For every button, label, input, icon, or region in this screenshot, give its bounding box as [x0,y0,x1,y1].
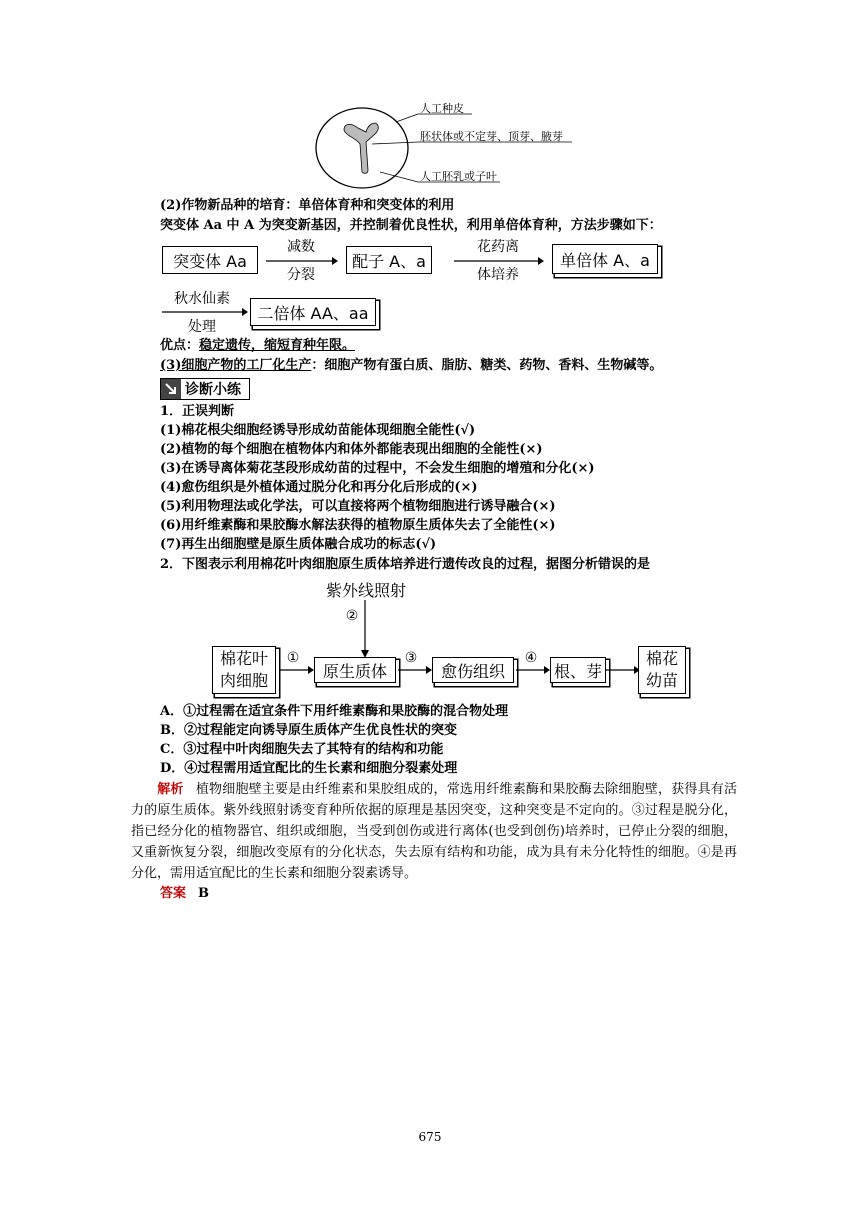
artificial-seed-diagram [310,100,590,192]
q1-item-3: (3)在诱导离体菊花茎段形成幼苗的过程中，不会发生细胞的增殖和分化(×) [160,461,595,476]
q1-item-2: (2)植物的每个细胞在植物体内和体外都能表现出细胞的全能性(×) [160,442,543,457]
flow2-arrow4 [516,665,550,675]
q1-item-6: (6)用纤维素酶和果胶酶水解法获得的植物原生质体失去了全能性(×) [160,518,556,533]
flow2-step2-label: ② [345,608,359,624]
flow2-arrow3 [398,665,432,675]
q1-title: 1．正误判断 [160,404,235,419]
answer-value: B [198,886,210,901]
flow2-box-root-bud: 根、芽 [550,657,606,683]
answer-line [160,884,209,903]
page-number: 675 [418,1130,442,1144]
flow2-top-label: 紫外线照射 [325,581,406,600]
analysis-paragraph [131,779,737,884]
line-advantage [160,336,355,355]
section-header [160,378,250,400]
flow2-arrow-down [360,600,370,658]
option-c: C．③过程中叶肉细胞失去了其特有的结构和功能 [160,742,444,757]
seed-label-embryo: 胚状体或不定芽、顶芽、腋芽 [420,130,563,143]
flow2-box-callus: 愈伤组织 [432,657,514,683]
flow1-arrow2-top: 花药离 [477,239,519,255]
flow1-box-diploid: 二倍体 AA、aa [250,298,376,326]
cell-products-prefix: (3)细胞产物的工厂化生产 [160,358,312,373]
flow1-arrow3-top: 秋水仙素 [174,291,230,307]
analysis-label: 解析 [157,782,184,797]
flow1-box-haploid: 单倍体 A、a [552,244,658,274]
option-d: D．④过程需用适宜配比的生长素和细胞分裂素处理 [160,761,458,776]
flow2-step4-label: ④ [524,650,538,666]
q2-title: 2．下图表示利用棉花叶肉细胞原生质体培养进行遗传改良的过程，据图分析错误的是 [160,557,651,572]
q1-item-5: (5)利用物理法或化学法，可以直接将两个植物细胞进行诱导融合(×) [160,499,556,514]
flow1-arrow3-bottom: 处理 [188,319,216,335]
line-cell-products [160,356,662,375]
flow2-box-protoplast: 原生质体 [314,657,396,683]
section-title: 诊断小练 [185,382,241,398]
advantage-prefix: 优点： [160,338,200,353]
flow2-box-leaf-cell-line2: 肉细胞 [219,671,268,690]
flow1-arrow1-bottom: 分裂 [287,267,315,283]
advantage-text: 稳定遗传，缩短育种年限。 [199,338,356,353]
q1-item-7: (7)再生出细胞壁是原生质体融合成功的标志(√) [160,537,437,552]
flow1-arrow2-bottom: 体培养 [477,267,519,283]
flow1-arrow1-top: 减数 [287,239,315,255]
arrow-badge-icon [161,379,181,399]
flow2-box-seedling-line1: 棉花 [645,649,678,668]
seed-label-coat: 人工种皮 [420,102,464,115]
line-mutant-intro: 突变体 Aa 中 A 为突变新基因，并控制着优良性状，利用单倍体育种，方法步骤如下： [160,218,662,233]
flow2-box-leaf-cell [212,646,276,694]
flow2-box-seedling [638,646,686,694]
flow2-step1-label: ① [286,650,300,666]
option-a: A．①过程需在适宜条件下用纤维素酶和果胶酶的混合物处理 [160,704,509,719]
analysis-text: 植物细胞壁主要是由纤维素和果胶组成的，常选用纤维素酶和果胶酶去除细胞壁，获得具有活力的原生质体。紫外线照射诱变育种所依据的原理是基因突变，这种突变是不定向的。③过程是脱分化，指已经分化的植物器官、组织或细胞，当受到创伤或进行离体(也受到创伤)培养时，已停止分裂的细胞，又重新恢复分裂，细胞改变原有的分化状态，失去原有结构和功能，成为具有未分化特性的细胞。④是再分化，需用适宜配比的生长素和细胞分裂素诱导。 [131,782,737,881]
flow2-box-seedling-line2: 幼苗 [645,671,678,690]
cell-products-rest: ：细胞产物有蛋白质、脂肪、糖类、药物、香料、生物碱等。 [311,358,663,373]
flow1-box-mutant: 突变体 Aa [162,246,258,274]
q1-item-1: (1)棉花根尖细胞经诱导形成幼苗能体现细胞全能性(√) [160,423,476,438]
flow2-box-leaf-cell-line1: 棉花叶 [219,649,268,668]
flow1-box-gamete: 配子 A、a [346,246,432,274]
q1-item-4: (4)愈伤组织是外植体通过脱分化和再分化后形成的(×) [160,480,478,495]
flow2-step3-label: ③ [404,650,418,666]
flow2-arrow1 [280,665,314,675]
line-crop-breeding: (2)作物新品种的培育：单倍体育种和突变体的利用 [160,198,455,213]
flow2-arrow5 [606,665,640,675]
seed-label-endosperm: 人工胚乳或子叶 [420,170,497,183]
answer-label: 答案 [160,886,187,901]
option-b: B．②过程能定向诱导原生质体产生优良性状的突变 [160,723,457,738]
